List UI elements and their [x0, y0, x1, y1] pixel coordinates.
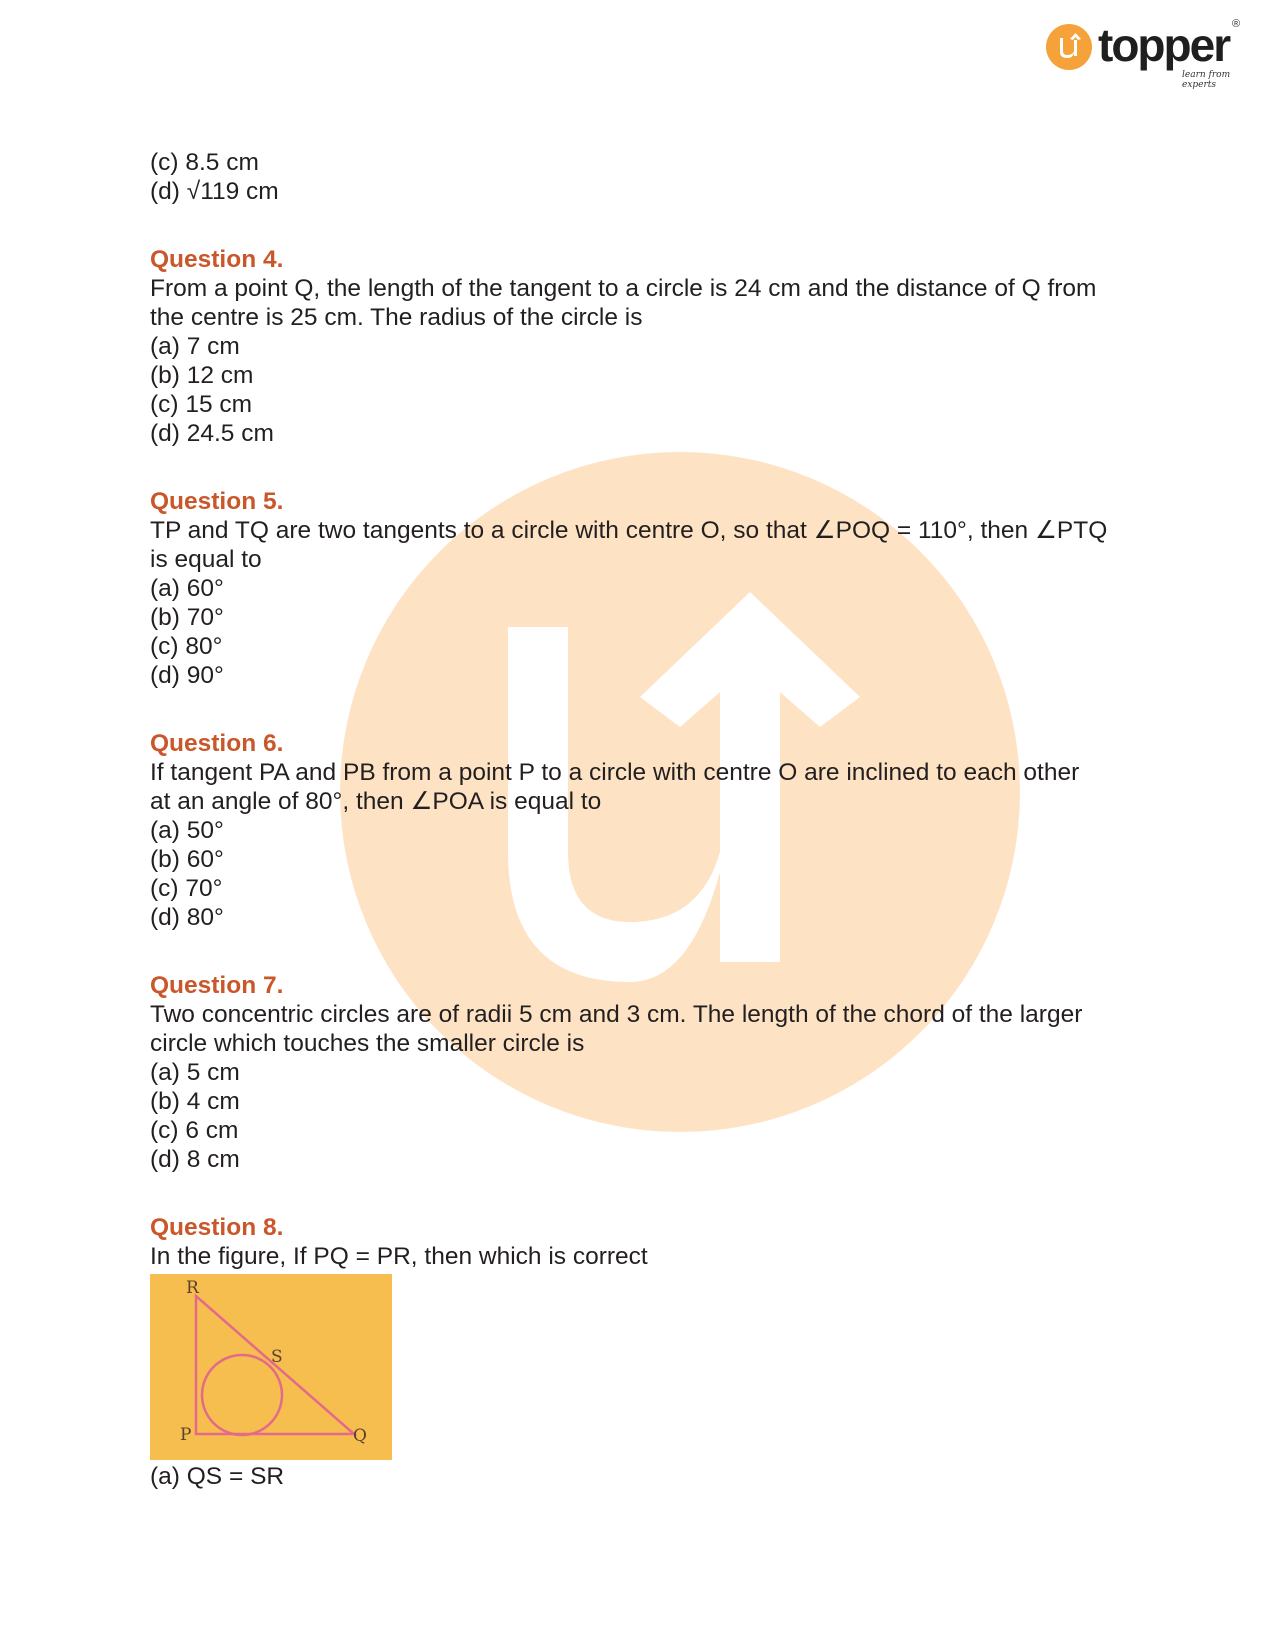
triangle-incircle-figure — [150, 1274, 392, 1460]
option: (a) QS = SR — [150, 1463, 285, 1490]
option: (d) 90° — [150, 662, 224, 689]
question-text: the centre is 25 cm. The radius of the circle is — [150, 304, 643, 331]
question-text: TP and TQ are two tangents to a circle with centre O, so that ∠POQ = 110°, then ∠PTQ — [150, 517, 1108, 544]
option: (c) 6 cm — [150, 1117, 239, 1144]
brand-logo[interactable] — [1046, 18, 1246, 90]
brand-u-icon — [1046, 24, 1092, 70]
registered-mark: ® — [1232, 18, 1241, 30]
document-content — [150, 148, 1130, 1491]
question-text: In the figure, If PQ = PR, then which is correct — [150, 1243, 648, 1270]
question-8 — [150, 1213, 1130, 1491]
question-text: circle which touches the smaller circle is — [150, 1030, 585, 1057]
question-6 — [150, 729, 1130, 932]
option: (b) 60° — [150, 846, 224, 873]
question-text: If tangent PA and PB from a point P to a circle with centre O are inclined to each other — [150, 759, 1080, 786]
question-text: is equal to — [150, 546, 262, 573]
option: (d) 24.5 cm — [150, 420, 274, 447]
option: (d) 8 cm — [150, 1146, 240, 1173]
question-title: Question 8. — [150, 1214, 284, 1241]
label-q: Q — [353, 1426, 367, 1446]
option: (c) 70° — [150, 875, 223, 902]
label-p: P — [180, 1425, 192, 1445]
option: (a) 60° — [150, 575, 224, 602]
continued-options — [150, 148, 1130, 206]
question-title: Question 4. — [150, 246, 284, 273]
option: (d) √119 cm — [150, 178, 279, 205]
option: (a) 50° — [150, 817, 224, 844]
option: (b) 12 cm — [150, 362, 254, 389]
question-text: at an angle of 80°, then ∠POA is equal to — [150, 788, 602, 815]
question-7 — [150, 971, 1130, 1174]
question-5 — [150, 487, 1130, 690]
question-text: From a point Q, the length of the tangent to a circle is 24 cm and the distance of Q from — [150, 275, 1097, 302]
option: (c) 80° — [150, 633, 223, 660]
option: (c) 15 cm — [150, 391, 253, 418]
option: (b) 4 cm — [150, 1088, 240, 1115]
question-title: Question 7. — [150, 972, 284, 999]
option: (d) 80° — [150, 904, 224, 931]
option: (b) 70° — [150, 604, 224, 631]
option: (c) 8.5 cm — [150, 149, 259, 176]
question-title: Question 6. — [150, 730, 284, 757]
option: (a) 5 cm — [150, 1059, 240, 1086]
question-text: Two concentric circles are of radii 5 cm and 3 cm. The length of the chord of the larger — [150, 1001, 1083, 1028]
label-r: R — [186, 1278, 199, 1298]
label-s: S — [271, 1347, 283, 1367]
question-title: Question 5. — [150, 488, 284, 515]
brand-tagline: learn from experts — [1182, 70, 1231, 90]
option: (a) 7 cm — [150, 333, 240, 360]
question-4 — [150, 245, 1130, 448]
brand-name: topper — [1098, 19, 1230, 71]
